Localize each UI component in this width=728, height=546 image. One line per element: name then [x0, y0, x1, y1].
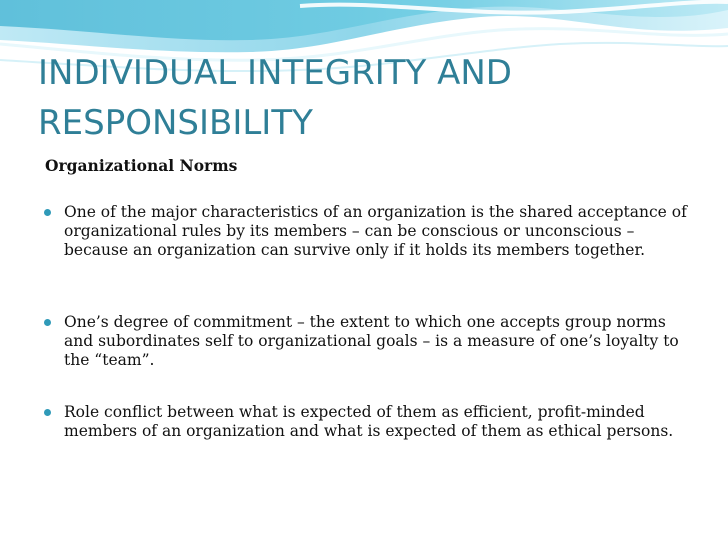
bullet-dot-icon: [44, 409, 51, 416]
bullet-dot-icon: [44, 209, 51, 216]
bullet-text: Role conflict between what is expected of them as efficient, profit-minded members of an organization and what is expected of them as ethical persons.: [64, 403, 674, 440]
bullet-dot-icon: [44, 319, 51, 326]
bullet-text: One’s degree of commitment – the extent to which one accepts group norms and subordinates self to organizational goals – is a measure of one’s loyalty to the “team”.: [64, 313, 679, 369]
slide-title: INDIVIDUAL INTEGRITY AND RESPONSIBILITY: [38, 53, 512, 143]
bullet-text: One of the major characteristics of an organization is the shared acceptance of organizational rules by its members – can be conscious or unconscious – because an organization can survive only if it holds its members together.: [64, 203, 687, 259]
bullet-item: [64, 313, 689, 370]
bullet-item: [64, 203, 689, 260]
section-subtitle: Organizational Norms: [45, 156, 238, 175]
bullet-item: [64, 403, 689, 441]
